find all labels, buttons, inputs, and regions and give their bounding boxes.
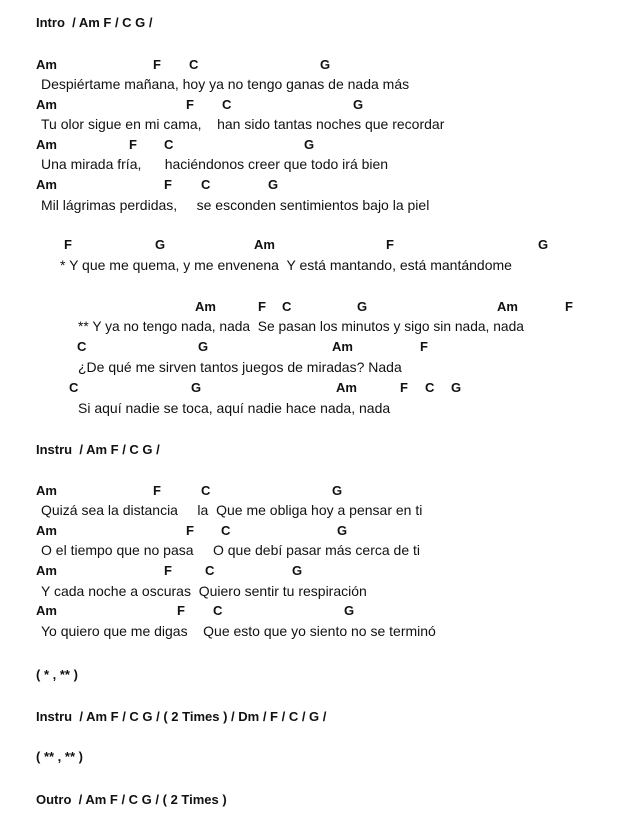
chord: G xyxy=(292,563,303,578)
chord: G xyxy=(268,177,279,192)
chord-line xyxy=(0,178,620,192)
chord: C xyxy=(189,57,199,72)
chord: G xyxy=(353,97,364,112)
chord: F xyxy=(420,339,428,354)
repeat-line: ( ** , ** ) xyxy=(36,749,83,764)
chord: C xyxy=(69,380,79,395)
chord: C xyxy=(205,563,215,578)
chord: F xyxy=(177,603,185,618)
chord: F xyxy=(64,237,72,252)
intro-line: Intro / Am F / C G / xyxy=(36,15,153,30)
lyric-line: * Y que me quema, y me envenena Y está mantando, está mantándome xyxy=(60,257,512,273)
chord: G xyxy=(191,380,202,395)
lyric-line: Y cada noche a oscuras Quiero sentir tu respiración xyxy=(41,583,367,599)
chord-line xyxy=(0,300,620,314)
chord: Am xyxy=(195,299,216,314)
chord: C xyxy=(222,97,232,112)
outro-line: Outro / Am F / C G / ( 2 Times ) xyxy=(36,792,227,807)
chord: Am xyxy=(36,603,57,618)
lyric-line: Una mirada fría, haciéndonos creer que todo irá bien xyxy=(41,156,389,172)
chord: C xyxy=(201,483,211,498)
chord: F xyxy=(153,483,161,498)
lyric-line: ¿De qué me sirven tantos juegos de miradas? Nada xyxy=(78,359,402,375)
lyric-line: Quizá sea la distancia la Que me obliga hoy a pensar en ti xyxy=(41,502,423,518)
chord: C xyxy=(201,177,211,192)
chord: Am xyxy=(36,57,57,72)
chord: G xyxy=(451,380,462,395)
repeat-line: ( * , ** ) xyxy=(36,667,78,682)
chord-line xyxy=(0,98,620,112)
chord: F xyxy=(153,57,161,72)
chord: Am xyxy=(497,299,518,314)
chord: F xyxy=(186,523,194,538)
chord: F xyxy=(164,563,172,578)
chord-line xyxy=(0,524,620,538)
chord-line xyxy=(0,138,620,152)
chord: G xyxy=(155,237,166,252)
chord-line xyxy=(0,484,620,498)
instru-line: Instru / Am F / C G / xyxy=(36,442,160,457)
chord-line xyxy=(0,604,620,618)
chord: G xyxy=(337,523,348,538)
chord: C xyxy=(221,523,231,538)
lyric-line: Despiértame mañana, hoy ya no tengo ganas de nada más xyxy=(41,76,410,92)
chord: C xyxy=(77,339,87,354)
chord: C xyxy=(282,299,292,314)
chord: F xyxy=(258,299,266,314)
chord-line xyxy=(0,381,620,395)
chord: Am xyxy=(254,237,275,252)
chord: Am xyxy=(336,380,357,395)
lyric-line: Si aquí nadie se toca, aquí nadie hace nada, nada xyxy=(78,400,391,416)
chord: Am xyxy=(36,177,57,192)
lyric-line: ** Y ya no tengo nada, nada Se pasan los minutos y sigo sin nada, nada xyxy=(78,319,524,334)
chord: C xyxy=(164,137,174,152)
chord: F xyxy=(164,177,172,192)
lyric-line: Tu olor sigue en mi cama, han sido tantas noches que recordar xyxy=(41,116,445,132)
lyric-line: Yo quiero que me digas Que esto que yo siento no se terminó xyxy=(41,623,436,639)
lyric-line: Mil lágrimas perdidas, se esconden sentimientos bajo la piel xyxy=(41,197,430,213)
chord: G xyxy=(332,483,343,498)
chord: F xyxy=(129,137,137,152)
chord-line xyxy=(0,564,620,578)
chord: G xyxy=(198,339,209,354)
chord: F xyxy=(386,237,394,252)
chord: F xyxy=(186,97,194,112)
chord: Am xyxy=(36,483,57,498)
chord: F xyxy=(565,299,573,314)
chord: Am xyxy=(332,339,353,354)
chord: G xyxy=(320,57,331,72)
chord: Am xyxy=(36,97,57,112)
instru-line: Instru / Am F / C G / ( 2 Times ) / Dm / F / C / G / xyxy=(36,709,327,724)
chord: Am xyxy=(36,137,57,152)
chord: Am xyxy=(36,523,57,538)
chord: F xyxy=(400,380,408,395)
chord: C xyxy=(425,380,435,395)
chord: G xyxy=(538,237,549,252)
chord-line xyxy=(0,58,620,72)
chord: G xyxy=(304,137,315,152)
chord: C xyxy=(213,603,223,618)
chord-line xyxy=(0,340,620,354)
lyric-line: O el tiempo que no pasa O que debí pasar más cerca de ti xyxy=(41,542,420,558)
chord: G xyxy=(357,299,368,314)
chord: G xyxy=(344,603,355,618)
chord: Am xyxy=(36,563,57,578)
chord-line xyxy=(0,238,620,252)
